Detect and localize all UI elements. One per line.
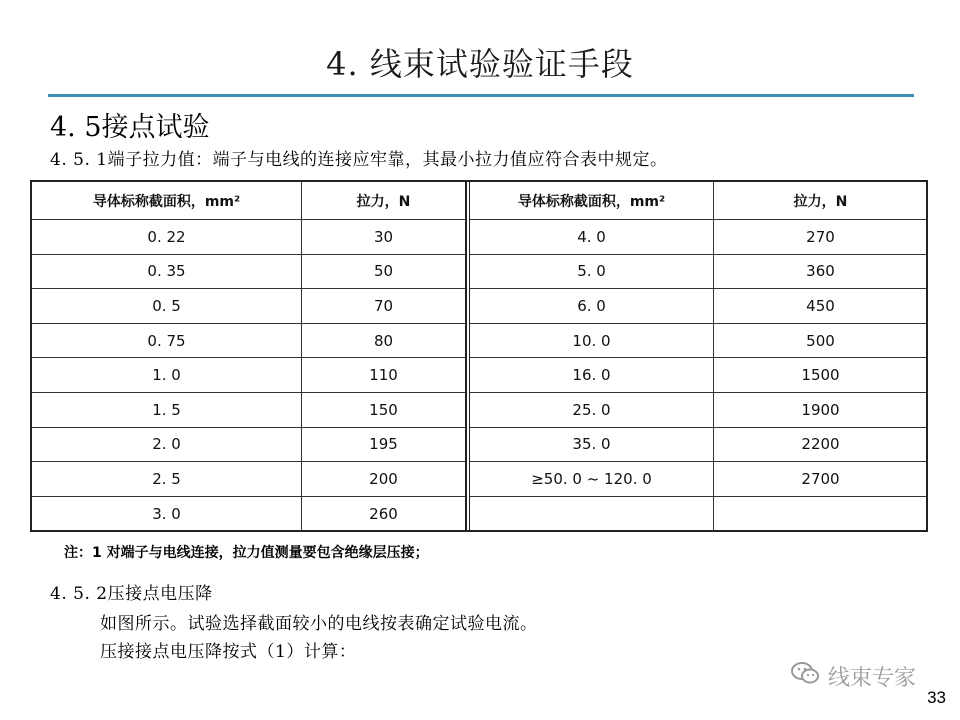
- header-cross-section: 导体标称截面积，mm²: [470, 182, 714, 219]
- cross-section-cell: 6. 0: [470, 289, 714, 323]
- table-row: [470, 428, 927, 463]
- pull-force-cell: 50: [373, 262, 394, 281]
- section-heading: 4. 5接点试验: [50, 112, 210, 143]
- table-row: [470, 220, 927, 255]
- pull-force-cell: 30: [373, 227, 394, 246]
- cross-section-cell: 3. 0: [32, 497, 302, 532]
- pull-force-cell: [714, 497, 927, 532]
- table-row: [470, 393, 927, 428]
- table-row: [32, 324, 465, 359]
- title-underline: [48, 94, 914, 97]
- table-left-half: [32, 182, 467, 530]
- table-row: [32, 393, 465, 428]
- cross-section-cell: 0. 75: [32, 324, 302, 358]
- cross-section-cell: 5. 0: [470, 255, 714, 289]
- cross-section-cell: [470, 497, 714, 532]
- pull-force-cell: 1900: [801, 400, 840, 419]
- table-header-row: [470, 182, 927, 220]
- cross-section-cell: ≥50. 0 ~ 120. 0: [470, 462, 714, 496]
- table-row: [470, 289, 927, 324]
- cross-section-cell: 0. 5: [32, 289, 302, 323]
- pull-force-cell: 450: [806, 296, 835, 315]
- table-right-half: [469, 182, 927, 530]
- pull-force-cell: 260: [369, 505, 398, 524]
- slide-title: 4. 线束试验验证手段: [326, 45, 634, 83]
- cross-section-cell: 35. 0: [470, 428, 714, 462]
- pull-force-cell: 70: [373, 296, 394, 315]
- table-header-row: [32, 182, 465, 220]
- cross-section-cell: 0. 35: [32, 255, 302, 289]
- table-row: [32, 497, 465, 532]
- table-row: [32, 220, 465, 255]
- wechat-icon: [790, 660, 820, 692]
- cross-section-cell: 0. 22: [32, 220, 302, 254]
- pull-force-cell: 2700: [801, 469, 840, 488]
- pull-force-cell: 150: [369, 400, 398, 419]
- table-row: [470, 255, 927, 290]
- wechat-watermark: [790, 660, 916, 692]
- cross-section-cell: 10. 0: [470, 324, 714, 358]
- pull-force-cell: 270: [806, 227, 835, 246]
- subsection-intro: 4. 5. 1端子拉力值：端子与电线的连接应牢靠，其最小拉力值应符合表中规定。: [50, 150, 668, 170]
- table-note: 注：1 对端子与电线连接，拉力值测量要包含绝缘层压接；: [64, 545, 429, 561]
- pull-force-table: [30, 180, 928, 532]
- table-row: [470, 358, 927, 393]
- cross-section-cell: 4. 0: [470, 220, 714, 254]
- header-pull-force: 拉力，N: [356, 193, 411, 210]
- cross-section-cell: 16. 0: [470, 358, 714, 392]
- cross-section-cell: 2. 0: [32, 428, 302, 462]
- watermark-text: 线束专家: [828, 665, 917, 691]
- pull-force-cell: 500: [806, 331, 835, 350]
- table-row: [32, 428, 465, 463]
- pull-force-cell: 360: [806, 262, 835, 281]
- table-row: [32, 289, 465, 324]
- table-row: [470, 462, 927, 497]
- pull-force-cell: 1500: [801, 366, 840, 385]
- table-row: [32, 462, 465, 497]
- pull-force-cell: 195: [369, 435, 398, 454]
- pull-force-cell: 200: [369, 469, 398, 488]
- header-cross-section: 导体标称截面积，mm²: [32, 182, 302, 219]
- table-row: [470, 497, 927, 532]
- cross-section-cell: 1. 5: [32, 393, 302, 427]
- body-text-line: 如图所示。试验选择截面较小的电线按表确定试验电流。: [100, 614, 538, 634]
- pull-force-cell: 2200: [801, 435, 840, 454]
- table-row: [32, 255, 465, 290]
- subsection-heading: 4. 5. 2压接点电压降: [50, 584, 213, 604]
- page-number: 33: [927, 688, 946, 707]
- header-pull-force: 拉力，N: [793, 193, 848, 210]
- body-text-line: 压接接点电压降按式（1）计算：: [100, 642, 357, 662]
- cross-section-cell: 2. 5: [32, 462, 302, 496]
- cross-section-cell: 25. 0: [470, 393, 714, 427]
- table-row: [470, 324, 927, 359]
- pull-force-cell: 110: [369, 366, 398, 385]
- table-row: [32, 358, 465, 393]
- pull-force-cell: 80: [373, 331, 394, 350]
- cross-section-cell: 1. 0: [32, 358, 302, 392]
